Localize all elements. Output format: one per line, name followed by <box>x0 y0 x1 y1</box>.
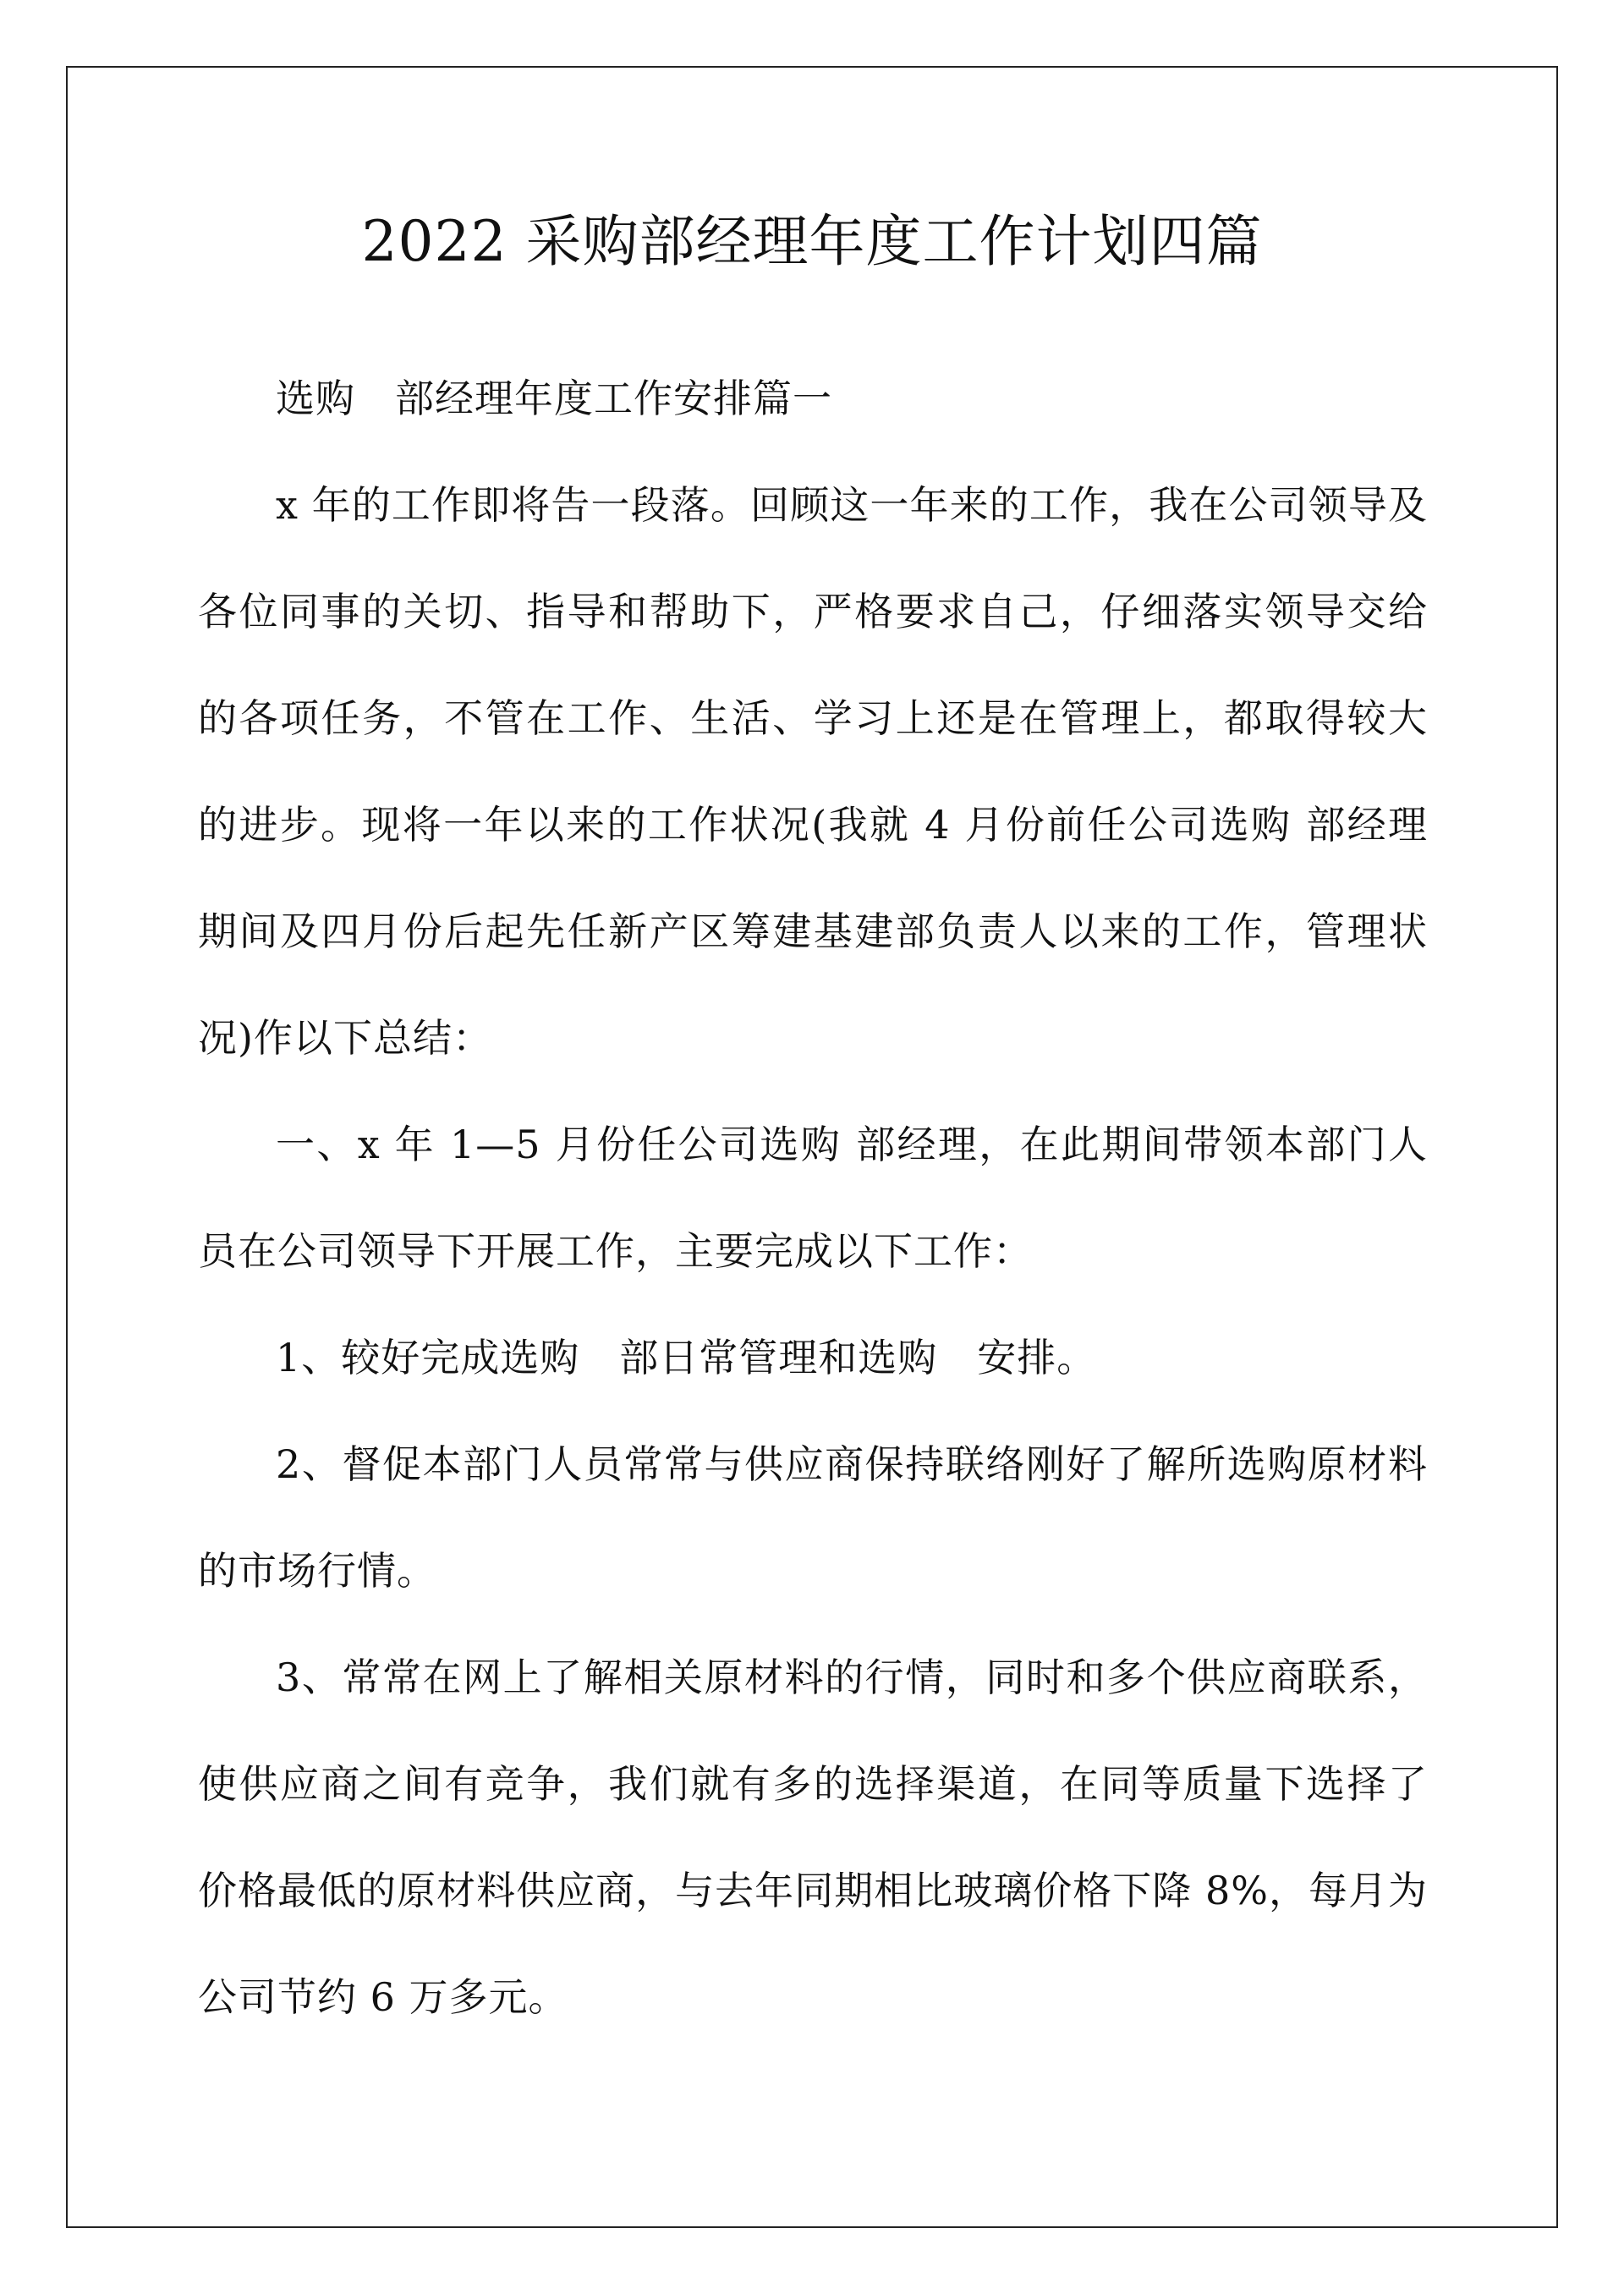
document-body <box>198 345 1428 2050</box>
paragraph: 3、常常在网上了解相关原材料的行情，同时和多个供应商联系，使供应商之间有竞争，我们就有多的选择渠道，在同等质量下选择了价格最低的原材料供应商，与去年同期相比玻璃价格下降 8%，每月为公司节约 6 万多元。 <box>198 1655 1428 2020</box>
paragraph-heading: 选购 部经理年度工作安排篇一 <box>276 376 832 421</box>
document-title: 2022 采购部经理年度工作计划四篇 <box>361 209 1263 274</box>
paragraph: 一、x 年 1—5 月份任公司选购 部经理，在此期间带领本部门人员在公司领导下开展工作，主要完成以下工作： <box>198 1122 1428 1274</box>
paragraph: 1、较好完成选购 部日常管理和选购 安排。 <box>276 1335 1097 1380</box>
paragraph: 2、督促本部门人员常常与供应商保持联络刚好了解所选购原材料的市场行情。 <box>198 1441 1428 1594</box>
paragraph: x 年的工作即将告一段落。回顾这一年来的工作，我在公司领导及各位同事的关切、指导和帮助下，严格要求自己，仔细落实领导交给的各项任务，不管在工作、生活、学习上还是在管理上，都取得较大的进步。现将一年以来的工作状况(我就 4 月份前任公司选购 部经理期间及四月份后起先任新产区筹建基建部负责人以来的工作，管理状况)作以下总结： <box>198 482 1428 1061</box>
